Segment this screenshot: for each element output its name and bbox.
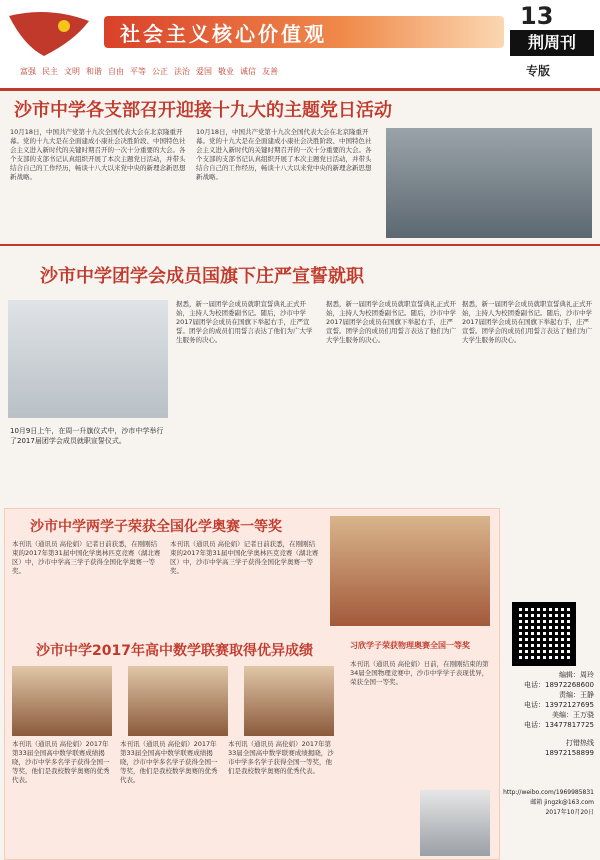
article4-title: 沙市中学2017年高中数学联赛取得优异成绩 <box>36 643 313 659</box>
article5-photo <box>420 790 490 856</box>
article1-photo <box>386 128 592 238</box>
editorial-sidebar <box>500 600 600 860</box>
article4-text-col1: 本刊讯（通讯员 高伦娟）2017年第33届全国高中数学联赛成绩揭晓，沙市中学多名学子获得全国一等奖，他们是我校数学奥赛的优秀代表。 <box>12 740 110 784</box>
hotline-label: 打错热线 <box>566 739 594 747</box>
article1-text-col1: 10月18日，中国共产党第十九次全国代表大会在北京隆重开幕。党的十九大是在全面建成小康社会决胜阶段、中国特色社会主义进入新时代的关键时期召开的一次十分重要的大会。各个支部的支部书记认真组织开展了本次主题党日活动，并带头结合自己的工作经历，畅谈十八大以来党中央的新理念新思想新战略。 <box>10 128 186 181</box>
value-item: 诚信 <box>240 67 256 76</box>
article2-caption: 10月9日上午，在周一升旗仪式中，沙市中学举行了2017届团学会成员就职宣誓仪式。 <box>10 427 164 445</box>
divider <box>0 244 600 246</box>
value-item: 法治 <box>174 67 190 76</box>
article4-text-col3: 本刊讯（通讯员 高伦娟）2017年第33届全国高中数学联赛成绩揭晓，沙市中学多名学子获得全国一等奖，他们是我校数学奥赛的优秀代表。 <box>228 740 334 775</box>
article4-photo-3 <box>244 666 334 736</box>
article2-photo <box>8 300 168 418</box>
design-label: 美编：王万骁 <box>552 711 594 719</box>
editor-label: 编辑：周玲 <box>559 671 594 679</box>
flag-icon <box>4 6 94 66</box>
section-label: 专版 <box>526 64 551 78</box>
email[interactable]: 邮箱 jingzk@163.com <box>530 799 594 806</box>
masthead <box>0 0 600 88</box>
value-item: 公正 <box>152 67 168 76</box>
design-phone: 电话：13477817725 <box>524 721 594 729</box>
review-label: 责编：王静 <box>559 691 594 699</box>
value-item: 敬业 <box>218 67 234 76</box>
issue-number: 13 <box>520 2 554 30</box>
paper-name: 荆周刊 <box>510 30 594 56</box>
article3-text-col2: 本刊讯（通讯员 高伦娟）记者日前获悉，在刚刚结束的2017年第31届中国化学奥林匹克竞赛（湖北赛区）中，沙市中学高三学子获得全国化学奥赛一等奖。 <box>170 540 319 575</box>
hotline-number: 18972158899 <box>545 749 594 757</box>
banner-title: 社会主义核心价值观 <box>120 22 327 46</box>
editor-phone: 电话：18972268600 <box>524 681 594 689</box>
value-item: 和谐 <box>86 67 102 76</box>
value-item: 民主 <box>42 67 58 76</box>
article2-text-col3: 据悉，新一届团学会成员就职宣誓典礼正式开始，主持人为校团委副书记。随后，沙市中学2017届团学会成员在国旗下举起右手，庄严宣誓。团学会的成员们用誓言表达了他们为广大学生服务的决心。 <box>462 300 592 344</box>
review-phone: 电话：13972127695 <box>524 701 594 709</box>
article5-title: 习欣学子荣获物理奥赛全国一等奖 <box>350 641 470 650</box>
article4-photo-1 <box>12 666 112 736</box>
core-values <box>20 66 360 80</box>
value-item: 平等 <box>130 67 146 76</box>
article3-photo <box>330 516 490 626</box>
article2-text-col2: 据悉，新一届团学会成员就职宣誓典礼正式开始，主持人为校团委副书记。随后，沙市中学2017届团学会成员在国旗下举起右手，庄严宣誓。团学会的成员们用誓言表达了他们为广大学生服务的决心。 <box>326 300 456 344</box>
value-item: 爱国 <box>196 67 212 76</box>
value-item: 文明 <box>64 67 80 76</box>
article2-text-col1: 据悉，新一届团学会成员就职宣誓典礼正式开始，主持人为校团委副书记。随后，沙市中学2017届团学会成员在国旗下举起右手，庄严宣誓。团学会的成员们用誓言表达了他们为广大学生服务的决心。 <box>176 300 313 344</box>
weibo-link[interactable]: http://weibo.com/1969985831 <box>503 789 594 796</box>
article4-photo-2 <box>128 666 228 736</box>
value-item: 自由 <box>108 67 124 76</box>
value-item: 友善 <box>262 67 278 76</box>
divider <box>0 88 600 91</box>
article2-title: 沙市中学团学会成员国旗下庄严宣誓就职 <box>40 266 364 287</box>
article4-text-col2: 本刊讯（通讯员 高伦娟）2017年第33届全国高中数学联赛成绩揭晓，沙市中学多名学子获得全国一等奖，他们是我校数学奥赛的优秀代表。 <box>120 740 218 784</box>
article1-title: 沙市中学各支部召开迎接十九大的主题党日活动 <box>14 100 392 121</box>
article3-text-col1: 本刊讯（通讯员 高伦娟）记者日前获悉，在刚刚结束的2017年第31届中国化学奥林匹克竞赛（湖北赛区）中，沙市中学高三学子获得全国化学奥赛一等奖。 <box>12 540 161 575</box>
article1-text-col2: 10月18日，中国共产党第十九次全国代表大会在北京隆重开幕。党的十九大是在全面建成小康社会决胜阶段、中国特色社会主义进入新时代的关键时期召开的一次十分重要的大会。各个支部的支部书记认真组织开展了本次主题党日活动，并带头结合自己的工作经历，畅谈十八大以来党中央的新理念新思想新战略。 <box>196 128 372 181</box>
article3-title: 沙市中学两学子荣获全国化学奥赛一等奖 <box>30 519 282 535</box>
issue-date: 2017年10月20日 <box>545 809 594 816</box>
article5-text: 本刊讯（通讯员 高伦娟）日前，在刚刚结束的第34届全国物理竞赛中，沙市中学学子表现优异，荣获全国一等奖。 <box>350 660 489 686</box>
value-item: 富强 <box>20 67 36 76</box>
